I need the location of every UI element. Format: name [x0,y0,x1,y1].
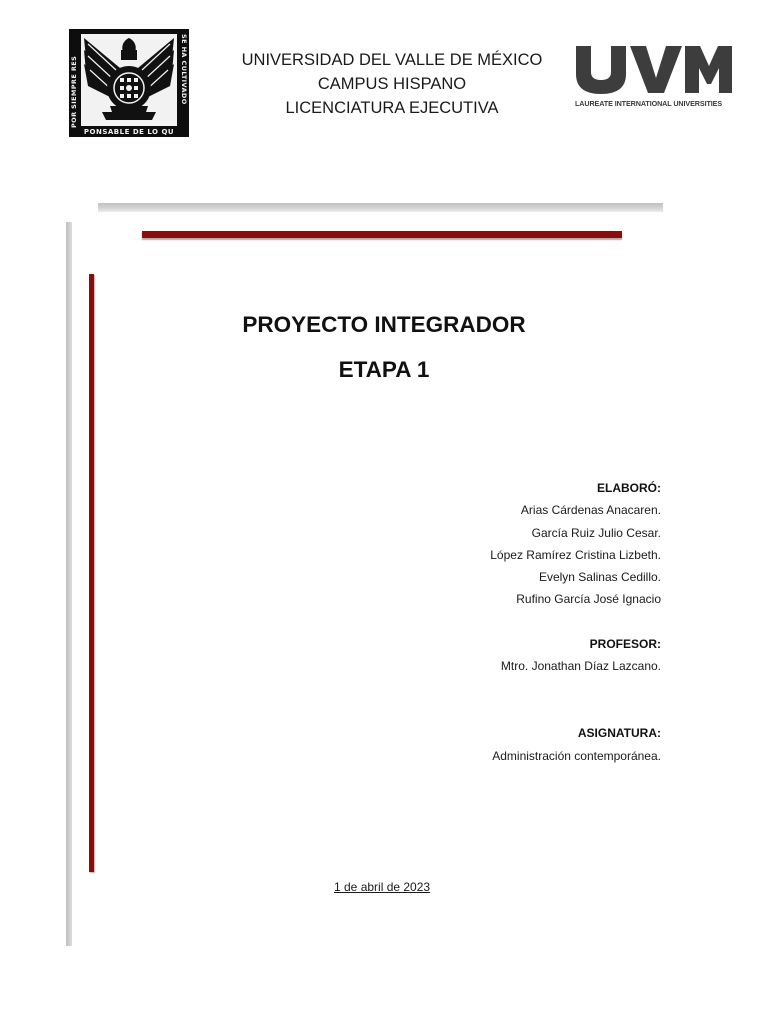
author-name: López Ramírez Cristina Lizbeth. [490,547,661,562]
profesor-label: PROFESOR: [589,636,661,651]
top-gray-rule [98,203,663,212]
author-name: Arias Cárdenas Anacaren. [520,503,661,518]
left-red-rule [89,274,94,872]
elaboro-label: ELABORÓ: [597,481,661,495]
program-name: LICENCIATURA EJECUTIVA [285,99,499,117]
svg-text:PONSABLE DE LO QU: PONSABLE DE LO QU [83,128,175,136]
asignatura-label: ASIGNATURA: [577,726,661,741]
document-title: PROYECTO INTEGRADOR [242,312,526,337]
svg-text:SE HA CULTIVADO: SE HA CULTIVADO [180,34,188,105]
asignatura-name: Administración contemporánea. [492,748,661,763]
author-name: García Ruiz Julio Cesar. [531,525,661,540]
top-red-rule [142,231,622,238]
uvm-tagline: LAUREATE INTERNATIONAL UNIVERSITIES [575,99,723,108]
document-date: 1 de abril de 2023 [334,880,431,894]
credits-block [490,477,661,767]
author-name: Evelyn Salinas Cedillo. [538,570,661,585]
left-gray-rule [66,222,72,946]
campus-name: CAMPUS HISPANO [317,75,467,93]
author-name: Rufino García José Ignacio [516,592,661,607]
profesor-name: Mtro. Jonathan Díaz Lazcano. [500,659,661,674]
university-seal-logo [68,28,190,138]
university-name: UNIVERSIDAD DEL VALLE DE MÉXICO [241,51,543,69]
institution-header [192,48,592,120]
svg-text:POR SIEMPRE RES: POR SIEMPRE RES [70,55,78,128]
document-subtitle: ETAPA 1 [338,357,430,382]
